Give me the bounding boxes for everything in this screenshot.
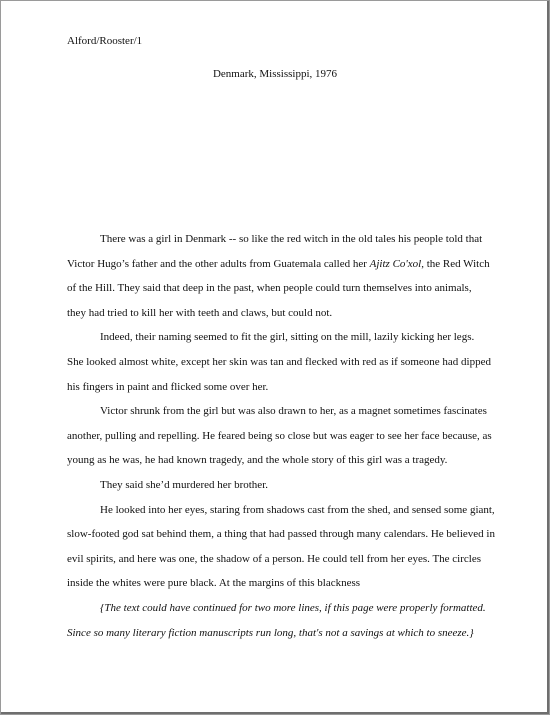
text-line: evil spirits, and here was one, the shadow of a person. He could tell from her eyes. The circles bbox=[67, 552, 481, 565]
dateline: Denmark, Mississippi, 1976 bbox=[212, 68, 338, 80]
text-line: young as he was, he had known tragedy, and the whole story of this girl was a tragedy. bbox=[67, 454, 448, 467]
text-line: They said she’d murdered her brother. bbox=[100, 478, 268, 491]
text-line: Indeed, their naming seemed to fit the girl, sitting on the mill, lazily kicking her legs. bbox=[100, 331, 475, 344]
text-line: of the Hill. They said that deep in the past, when people could turn themselves into animals, bbox=[67, 282, 472, 295]
text-run: Victor Hugo’s father and the other adults from Guatemala called her bbox=[67, 257, 370, 270]
text-line: Since so many literary fiction manuscripts run long, that's not a savings at which to sneeze.} bbox=[67, 626, 474, 639]
text-line: his fingers in paint and flicked some over her. bbox=[67, 380, 269, 393]
editor-note bbox=[67, 596, 485, 645]
text-line: slow-footed god sat behind them, a thing that had passed through many calendars. He believed in bbox=[67, 528, 495, 541]
text-run: , the Red Witch bbox=[421, 257, 490, 270]
paragraph bbox=[67, 498, 495, 596]
page-edge-shadow-right bbox=[547, 1, 549, 714]
page-edge-shadow-bottom bbox=[1, 712, 549, 714]
text-line: She looked almost white, except her skin was tan and flecked with red as if someone had dipped bbox=[67, 355, 491, 368]
text-line: another, pulling and repelling. He feared being so close but was eager to see her face because, as bbox=[67, 429, 492, 442]
text-line bbox=[67, 252, 490, 277]
text-line: {The text could have continued for two more lines, if this page were properly formatted. bbox=[100, 601, 486, 614]
text-line: There was a girl in Denmark -- so like the red witch in the old tales his people told that bbox=[100, 233, 483, 245]
text-line: they had tried to kill her with teeth and claws, but could not. bbox=[67, 306, 333, 319]
running-head: Alford/Rooster/1 bbox=[67, 35, 143, 47]
text-line: Victor shrunk from the girl but was also drawn to her, as a magnet sometimes fascinates bbox=[100, 405, 487, 418]
text-line: inside the whites were pure black. At the margins of this blackness bbox=[67, 577, 361, 590]
italic-name: Ajitz Co'xol bbox=[369, 257, 422, 270]
paragraph bbox=[67, 325, 491, 399]
paragraph bbox=[67, 227, 490, 325]
text-line: He looked into her eyes, staring from shadows cast from the shed, and sensed some giant, bbox=[100, 503, 495, 516]
paragraph bbox=[67, 399, 492, 473]
paragraph bbox=[67, 473, 485, 498]
manuscript-body bbox=[67, 227, 495, 645]
